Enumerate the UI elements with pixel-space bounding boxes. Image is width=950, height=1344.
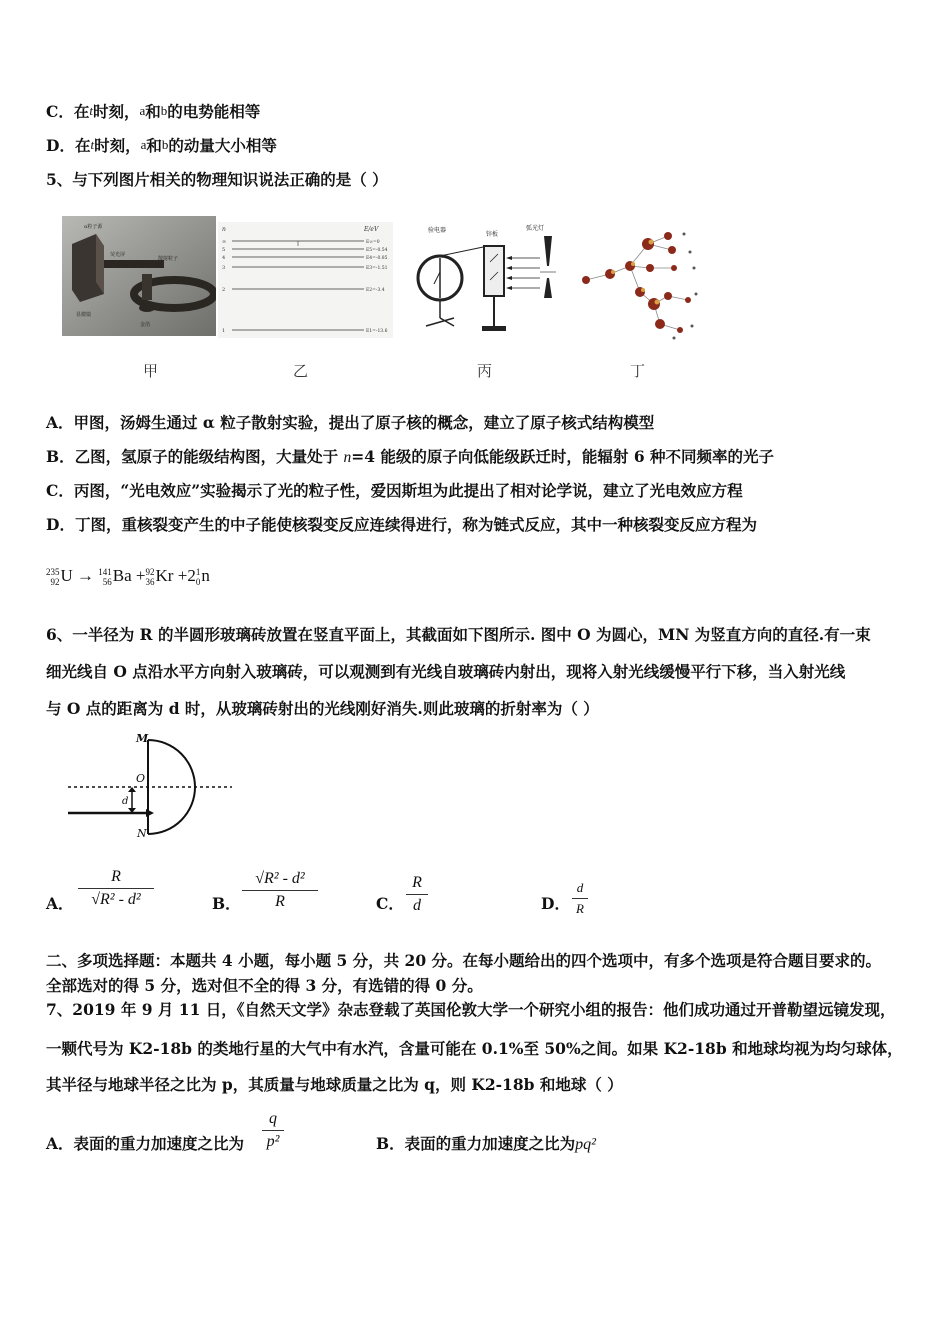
caption-jia: 甲 [143,362,159,380]
fission-equation: 235 92 U → 141 56 Ba + 92 36 Kr +2 1 0 n [46,566,210,588]
bing-label-electroscope: 验电器 [428,227,447,234]
q5-option-d: D．丁图，重核裂变产生的中子能使核裂变反应连续得进行，称为链式反应，其中一种核裂变反应方程为 [46,515,757,534]
caption-ding: 丁 [630,362,646,380]
svg-text:3: 3 [222,265,226,271]
q6-label-n: N [137,827,147,840]
q5-option-a: A．甲图，汤姆生通过 α 粒子散射实验，提出了原子核的概念，建立了原子核式结构模型 [46,413,655,432]
caption-bing: 丙 [477,362,493,380]
jia-label-screen: 荧光屏 [110,252,126,258]
q6-line-1: 6、一半径为 R 的半圆形玻璃砖放置在竖直平面上，其截面如下图所示. 图中 O 为圆心，MN 为竖直方向的直径.有一束 [46,625,871,644]
svg-text:E5=-0.54: E5=-0.54 [366,248,388,253]
svg-text:1: 1 [222,328,226,334]
q7-line-1: 7、2019 年 9 月 11 日，《自然天文学》杂志登载了英国伦敦大学一个研究小组的报告：他们成功通过开普勒望远镜发现， [46,1000,896,1019]
q7-line-3: 其半径与地球半径之比为 p，其质量与地球质量之比为 q，则 K2-18b 和地球（ ） [46,1075,623,1094]
q6-option-b-label: B． [212,894,241,913]
figure-jia-scattering [62,216,216,336]
q6-option-d-fraction: d R [572,880,588,917]
svg-text:5: 5 [222,247,226,253]
q4-option-d: D．在t时刻，a和b的动量大小相等 [46,136,277,155]
svg-text:E∞=0: E∞=0 [366,240,380,245]
q6-option-a-fraction: R √R² - d² [78,868,154,909]
q5-option-c: C．丙图，“光电效应”实验揭示了光的粒子性，爱因斯坦为此提出了相对论学说，建立了光电效应方程 [46,481,743,500]
q5-option-b: B．乙图，氢原子的能级结构图，大量处于 n=4 能级的原子向低能级跃迁时，能辐射 6 种不同频率的光子 [46,447,774,466]
svg-text:E2=-3.4: E2=-3.4 [366,288,385,293]
q6-option-a-label: A． [46,894,74,913]
svg-text:E1=-13.6: E1=-13.6 [366,329,388,334]
q6-option-c-label: C． [376,894,404,913]
jia-label-foil: 金箔 [140,322,151,328]
svg-text:∞: ∞ [222,239,227,245]
q6-option-b-fraction: √R² - d² R [242,870,318,911]
q7-line-2: 一颗代号为 K2-18b 的类地行星的大气中有水汽，含量可能在 0.1%至 50%之间。如果 K2-18b 和地球均视为均匀球体， [46,1039,903,1058]
q6-line-2: 细光线自 O 点沿水平方向射入玻璃砖，可以观测到有光线自玻璃砖内射出，现将入射光线缓慢平行下移，当入射光线 [46,662,846,681]
q7-option-a-text: A．表面的重力加速度之比为 [46,1134,245,1153]
q6-label-d: d [122,796,129,807]
yi-n-header: n [222,226,226,233]
section2-line-2: 全部选对的得 5 分，选对但不全的得 3 分，有选错的得 0 分。 [46,976,483,995]
jia-label-source: α粒子源 [84,224,103,230]
svg-text:2: 2 [222,287,226,293]
q6-line-3: 与 O 点的距离为 d 时，从玻璃砖射出的光线刚好消失.则此玻璃的折射率为（ ） [46,699,599,718]
q5-stem: 5、与下列图片相关的物理知识说法正确的是（ ） [46,170,388,189]
bing-label-zinc: 锌板 [486,231,499,238]
figure-ding-chain-reaction [576,222,700,342]
figure-yi-energy-levels [218,222,393,338]
q7-option-b: B．表面的重力加速度之比为pq² [376,1134,596,1153]
svg-text:E4=-0.85: E4=-0.85 [366,256,388,261]
jia-label-microscope: 显微镜 [76,312,92,318]
q4-option-c: C．在t时刻，a和b的电势能相等 [46,102,261,121]
bing-label-lamp: 弧光灯 [526,225,545,232]
svg-text:E3=-1.51: E3=-1.51 [366,266,388,271]
section2-line-1: 二、多项选择题：本题共 4 小题，每小题 5 分，共 20 分。在每小题给出的四个选项中，有多个选项是符合题目要求的。 [46,951,882,970]
q6-option-c-fraction: R d [406,874,428,915]
jia-label-scattered: 散射粒子 [158,256,179,262]
figure-q6-semicircle [62,730,242,840]
caption-yi: 乙 [293,362,309,380]
q6-option-d-label: D． [541,894,570,913]
q7-option-a-fraction: q p² [262,1110,284,1151]
q6-label-o: O [136,772,146,785]
q6-label-m: M [136,732,149,745]
figure-bing-photoelectric [410,222,570,337]
svg-text:4: 4 [222,255,226,261]
yi-e-header: E/eV [364,226,379,233]
